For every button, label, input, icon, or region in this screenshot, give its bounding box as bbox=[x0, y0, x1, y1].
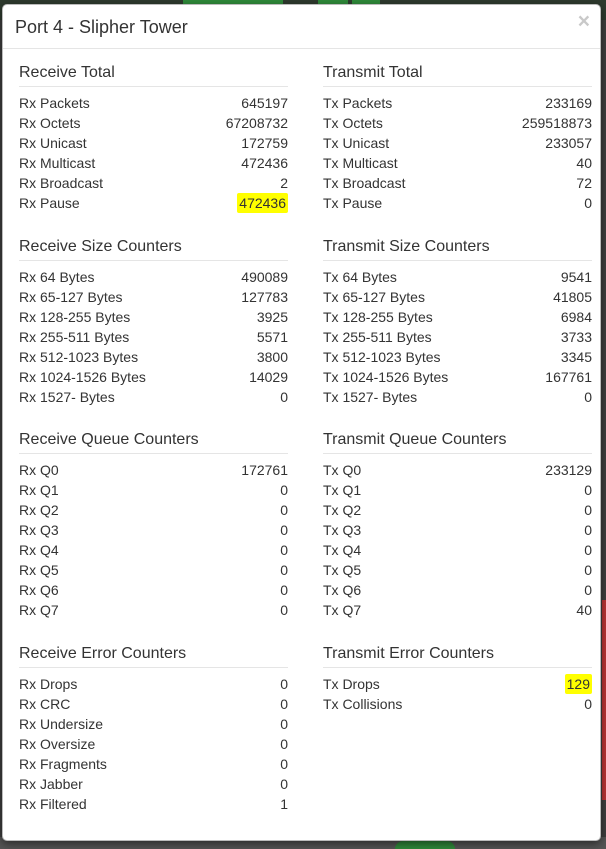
stat-row bbox=[19, 287, 288, 307]
transmit-error-section bbox=[323, 643, 592, 714]
stat-label: Tx Packets bbox=[323, 95, 393, 111]
stat-label: Tx 512-1023 Bytes bbox=[323, 349, 441, 365]
stat-row bbox=[323, 287, 592, 307]
stat-label: Rx Q7 bbox=[19, 602, 59, 618]
stat-row bbox=[19, 794, 288, 814]
stat-value: 14029 bbox=[249, 369, 288, 385]
stat-row bbox=[323, 387, 592, 407]
stat-row bbox=[19, 560, 288, 580]
stat-label: Rx Packets bbox=[19, 95, 90, 111]
stat-label: Rx Drops bbox=[19, 676, 78, 692]
stat-label: Tx Q1 bbox=[323, 482, 362, 498]
stat-value: 233169 bbox=[545, 95, 592, 111]
stat-label: Tx Unicast bbox=[323, 135, 390, 151]
stat-row bbox=[19, 774, 288, 794]
modal-header bbox=[3, 5, 600, 49]
background-edge bbox=[602, 600, 606, 800]
section-title: Transmit Size Counters bbox=[323, 236, 592, 261]
stat-label: Tx 1024-1526 Bytes bbox=[323, 369, 449, 385]
stat-value: 472436 bbox=[241, 155, 288, 171]
stat-label: Tx 64 Bytes bbox=[323, 269, 397, 285]
stat-value: 259518873 bbox=[521, 115, 592, 131]
stat-row bbox=[323, 327, 592, 347]
stat-row bbox=[19, 387, 288, 407]
transmit-queue-section bbox=[323, 429, 592, 620]
stat-label: Rx Pause bbox=[19, 195, 80, 211]
stat-row bbox=[323, 560, 592, 580]
stat-label: Rx Fragments bbox=[19, 756, 107, 772]
stat-label: Tx Q2 bbox=[323, 502, 362, 518]
stat-label: Rx Q0 bbox=[19, 462, 59, 478]
stat-label: Tx Q3 bbox=[323, 522, 362, 538]
stat-row bbox=[19, 113, 288, 133]
stat-value: 3800 bbox=[256, 349, 288, 365]
stat-row bbox=[19, 600, 288, 620]
stat-label: Rx Q6 bbox=[19, 582, 59, 598]
stat-row bbox=[19, 93, 288, 113]
highlighted-stat-value: 472436 bbox=[239, 195, 286, 211]
stat-value: 0 bbox=[280, 389, 288, 405]
stat-label: Rx 65-127 Bytes bbox=[19, 289, 123, 305]
stat-value: 0 bbox=[584, 482, 592, 498]
stat-row bbox=[19, 694, 288, 714]
stat-row bbox=[323, 367, 592, 387]
section-title: Receive Error Counters bbox=[19, 643, 288, 668]
stat-value: 0 bbox=[584, 502, 592, 518]
stat-value: 3345 bbox=[560, 349, 592, 365]
stat-label: Rx Unicast bbox=[19, 135, 87, 151]
stat-value: 0 bbox=[280, 676, 288, 692]
stat-label: Tx 255-511 Bytes bbox=[323, 329, 432, 345]
stat-value: 40 bbox=[576, 602, 592, 618]
stat-value: 172761 bbox=[241, 462, 288, 478]
stat-label: Rx Multicast bbox=[19, 155, 96, 171]
close-icon[interactable]: × bbox=[577, 10, 590, 33]
stat-label: Rx Undersize bbox=[19, 716, 104, 732]
stat-row bbox=[323, 193, 592, 213]
stat-value: 0 bbox=[584, 582, 592, 598]
stat-label: Rx 128-255 Bytes bbox=[19, 309, 131, 325]
stat-value: 0 bbox=[584, 389, 592, 405]
section-title: Transmit Total bbox=[323, 62, 592, 87]
stat-label: Tx Q4 bbox=[323, 542, 362, 558]
stat-value: 490089 bbox=[241, 269, 288, 285]
receive-size-section bbox=[19, 236, 288, 407]
stat-value: 0 bbox=[584, 542, 592, 558]
stat-value: 0 bbox=[584, 696, 592, 712]
receive-error-section bbox=[19, 643, 288, 814]
stat-label: Tx Octets bbox=[323, 115, 383, 131]
port-stats-modal bbox=[2, 4, 601, 841]
stat-row bbox=[323, 93, 592, 113]
stat-value: 172759 bbox=[241, 135, 288, 151]
stat-row bbox=[19, 460, 288, 480]
stat-row bbox=[323, 580, 592, 600]
stat-label: Tx Q5 bbox=[323, 562, 362, 578]
stat-value: 6984 bbox=[560, 309, 592, 325]
stat-value: 5571 bbox=[256, 329, 288, 345]
stat-row bbox=[323, 153, 592, 173]
stat-label: Rx Broadcast bbox=[19, 175, 104, 191]
stat-label: Rx Q1 bbox=[19, 482, 59, 498]
stat-label: Tx Q7 bbox=[323, 602, 362, 618]
stat-label: Rx 1527- Bytes bbox=[19, 389, 115, 405]
stat-value: 2 bbox=[280, 175, 288, 191]
stat-row bbox=[19, 480, 288, 500]
stat-value: 0 bbox=[280, 756, 288, 772]
stat-value: 72 bbox=[576, 175, 592, 191]
stat-label: Rx Oversize bbox=[19, 736, 96, 752]
stat-row bbox=[19, 367, 288, 387]
stat-value: 0 bbox=[280, 776, 288, 792]
stat-row bbox=[323, 460, 592, 480]
stat-label: Rx Q3 bbox=[19, 522, 59, 538]
stat-row bbox=[323, 600, 592, 620]
stat-value: 127783 bbox=[241, 289, 288, 305]
stat-value: 0 bbox=[280, 696, 288, 712]
stat-value: 0 bbox=[280, 522, 288, 538]
stat-value: 3925 bbox=[256, 309, 288, 325]
stat-row bbox=[19, 347, 288, 367]
stat-value: 645197 bbox=[241, 95, 288, 111]
stat-label: Tx Collisions bbox=[323, 696, 403, 712]
stat-value: 0 bbox=[280, 716, 288, 732]
stat-row bbox=[323, 347, 592, 367]
stat-row bbox=[323, 520, 592, 540]
stat-label: Tx Q6 bbox=[323, 582, 362, 598]
section-title: Receive Total bbox=[19, 62, 288, 87]
stat-row bbox=[19, 193, 288, 213]
section-title: Transmit Queue Counters bbox=[323, 429, 592, 454]
stat-row bbox=[323, 674, 592, 694]
stat-label: Tx Multicast bbox=[323, 155, 398, 171]
stat-label: Rx Q4 bbox=[19, 542, 59, 558]
stat-row bbox=[19, 734, 288, 754]
stat-row bbox=[323, 307, 592, 327]
stat-label: Rx Filtered bbox=[19, 796, 87, 812]
stat-row bbox=[19, 674, 288, 694]
transmit-size-section bbox=[323, 236, 592, 407]
stat-value: 0 bbox=[280, 602, 288, 618]
stat-value: 0 bbox=[280, 482, 288, 498]
stat-row bbox=[19, 327, 288, 347]
stat-row bbox=[323, 173, 592, 193]
stat-label: Rx 64 Bytes bbox=[19, 269, 95, 285]
stat-row bbox=[323, 540, 592, 560]
stat-row bbox=[19, 754, 288, 774]
stat-label: Rx 512-1023 Bytes bbox=[19, 349, 139, 365]
stat-label: Tx Pause bbox=[323, 195, 383, 211]
highlighted-stat-value: 129 bbox=[566, 676, 590, 692]
stat-value: 0 bbox=[280, 562, 288, 578]
stat-row bbox=[19, 307, 288, 327]
stat-value: 9541 bbox=[560, 269, 592, 285]
stat-row bbox=[323, 113, 592, 133]
stat-row bbox=[19, 173, 288, 193]
stat-label: Tx 65-127 Bytes bbox=[323, 289, 425, 305]
stat-value: 233057 bbox=[545, 135, 592, 151]
stat-row bbox=[323, 500, 592, 520]
stat-value: 0 bbox=[280, 582, 288, 598]
stat-value: 233129 bbox=[545, 462, 592, 478]
stat-value: 167761 bbox=[545, 369, 592, 385]
receive-total-section bbox=[19, 62, 288, 213]
stat-label: Rx 1024-1526 Bytes bbox=[19, 369, 146, 385]
stat-row bbox=[19, 520, 288, 540]
stat-value: 67208732 bbox=[225, 115, 288, 131]
stat-value: 3733 bbox=[560, 329, 592, 345]
stat-value: 0 bbox=[280, 542, 288, 558]
stat-label: Rx Jabber bbox=[19, 776, 83, 792]
stat-row bbox=[323, 133, 592, 153]
stat-value: 0 bbox=[280, 736, 288, 752]
stat-value: 0 bbox=[584, 195, 592, 211]
section-title: Transmit Error Counters bbox=[323, 643, 592, 668]
stat-row bbox=[19, 540, 288, 560]
stat-label: Tx 128-255 Bytes bbox=[323, 309, 433, 325]
stat-row bbox=[19, 133, 288, 153]
stat-label: Tx Q0 bbox=[323, 462, 362, 478]
stat-row bbox=[323, 267, 592, 287]
stat-row bbox=[19, 714, 288, 734]
stat-row bbox=[19, 580, 288, 600]
stat-row bbox=[19, 153, 288, 173]
stat-row bbox=[19, 500, 288, 520]
stat-label: Rx Q5 bbox=[19, 562, 59, 578]
section-title: Receive Size Counters bbox=[19, 236, 288, 261]
stat-label: Rx 255-511 Bytes bbox=[19, 329, 130, 345]
modal-title: Port 4 - Slipher Tower bbox=[15, 17, 188, 37]
stat-label: Tx Broadcast bbox=[323, 175, 406, 191]
stat-value: 40 bbox=[576, 155, 592, 171]
stat-value: 0 bbox=[280, 502, 288, 518]
transmit-total-section bbox=[323, 62, 592, 213]
stat-row bbox=[323, 694, 592, 714]
stat-value: 41805 bbox=[553, 289, 592, 305]
stat-label: Tx 1527- Bytes bbox=[323, 389, 418, 405]
stat-label: Rx CRC bbox=[19, 696, 71, 712]
stat-value: 1 bbox=[280, 796, 288, 812]
stat-label: Tx Drops bbox=[323, 676, 380, 692]
stat-value: 0 bbox=[584, 522, 592, 538]
receive-queue-section bbox=[19, 429, 288, 620]
stat-value: 0 bbox=[584, 562, 592, 578]
stat-row bbox=[323, 480, 592, 500]
stat-label: Rx Q2 bbox=[19, 502, 59, 518]
stat-row bbox=[19, 267, 288, 287]
stat-label: Rx Octets bbox=[19, 115, 81, 131]
section-title: Receive Queue Counters bbox=[19, 429, 288, 454]
